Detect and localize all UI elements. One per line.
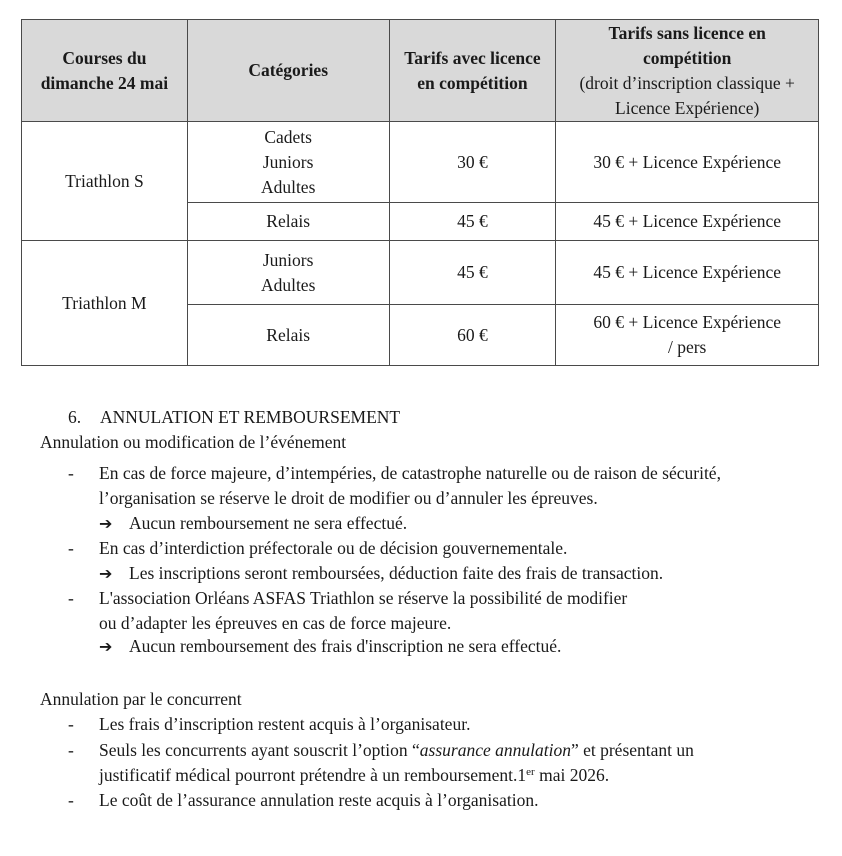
- dash-bullet: -: [68, 538, 74, 558]
- categories-cell: Relais: [187, 305, 389, 366]
- list-item: [68, 738, 819, 787]
- table-row: [22, 122, 819, 203]
- list-item-text: [99, 763, 819, 788]
- tarif-sans-cell: 45 € + Licence Expérience: [556, 241, 819, 305]
- list-item-text: l’organisation se réserve le droit de modifier ou d’annuler les épreuves.: [99, 487, 598, 508]
- header-categories-label: Catégories: [248, 60, 329, 80]
- header-tarif-sans-note: (droit d’inscription classique + Licence Expérience): [579, 72, 795, 118]
- tarif-avec-cell: 60 €: [389, 305, 556, 366]
- arrow-note: [99, 561, 663, 587]
- header-tarif-sans-licence: [556, 20, 819, 122]
- tarif-avec-cell: 30 €: [389, 122, 556, 203]
- list-item-text: Les frais d’inscription restent acquis à l’organisateur.: [99, 714, 471, 734]
- categories-cell: [187, 241, 389, 305]
- tarif-avec-cell: 45 €: [389, 241, 556, 305]
- list-item: [68, 586, 819, 635]
- tarif-sans-line: 60 € + Licence Expérience: [593, 312, 782, 332]
- header-tarif-sans-label: Tarifs sans licence en compétition: [608, 22, 766, 68]
- course-cell: Triathlon S: [22, 122, 188, 241]
- arrow-note-text: Aucun remboursement ne sera effectué.: [129, 513, 408, 533]
- dash-bullet: -: [68, 588, 74, 608]
- text-fragment: justificatif médical pourront prétendre à un remboursement.1: [99, 764, 527, 785]
- text-fragment: Seuls les concurrents ayant souscrit l’option “: [99, 740, 420, 760]
- dash-bullet: -: [68, 463, 74, 483]
- dash-bullet: -: [68, 740, 74, 760]
- subheading-event: Annulation ou modification de l’événement: [40, 432, 347, 452]
- list-item-text: En cas d’interdiction préfectorale ou de décision gouvernementale.: [99, 538, 568, 558]
- header-courses-label: Courses du dimanche 24 mai: [40, 47, 169, 93]
- italic-option-name: assurance annulation: [419, 740, 571, 760]
- tarif-sans-cell: 45 € + Licence Expérience: [556, 203, 819, 241]
- arrow-note: [99, 634, 561, 660]
- list-item: [68, 788, 819, 813]
- tarif-sans-cell: [556, 305, 819, 366]
- section-title-text: ANNULATION ET REMBOURSEMENT: [100, 407, 401, 427]
- category: Adultes: [260, 274, 316, 295]
- section-title: [68, 405, 400, 430]
- header-categories: [187, 20, 389, 122]
- table-row: [22, 241, 819, 305]
- text-fragment: ” et présentant un: [570, 740, 694, 760]
- categories-cell: Relais: [187, 203, 389, 241]
- list-item: [68, 536, 819, 561]
- dash-bullet: -: [68, 790, 74, 810]
- arrow-note-text: Les inscriptions seront remboursées, déduction faite des frais de transaction.: [129, 563, 664, 583]
- course-cell: Triathlon M: [22, 241, 188, 366]
- arrow-note-text: Aucun remboursement des frais d'inscription ne sera effectué.: [129, 636, 562, 656]
- categories-cell: [187, 122, 389, 203]
- list-item-text: L'association Orléans ASFAS Triathlon se réserve la possibilité de modifier: [99, 588, 628, 608]
- subheading-competitor: Annulation par le concurrent: [40, 689, 242, 709]
- category: Adultes: [260, 176, 316, 197]
- superscript: er: [526, 765, 535, 778]
- category: Juniors: [262, 249, 314, 270]
- header-courses: [22, 20, 188, 122]
- header-tarif-avec-label: Tarifs avec licence en compétition: [404, 47, 541, 93]
- tarif-avec-cell: 45 €: [389, 203, 556, 241]
- tarifs-table: [21, 19, 819, 366]
- arrow-right-icon: ➔: [99, 514, 113, 533]
- category: Juniors: [262, 151, 314, 172]
- arrow-right-icon: ➔: [99, 564, 113, 583]
- dash-bullet: -: [68, 714, 74, 734]
- list-item-text: En cas de force majeure, d’intempéries, de catastrophe naturelle ou de raison de sécurité,: [99, 463, 721, 483]
- list-item: [68, 712, 819, 737]
- text-fragment: mai 2026.: [534, 764, 610, 785]
- list-item-text: ou d’adapter les épreuves en cas de force majeure.: [99, 612, 452, 633]
- table-header-row: [22, 20, 819, 122]
- list-item-text: Le coût de l’assurance annulation reste acquis à l’organisation.: [99, 790, 539, 810]
- list-item-text: [99, 738, 819, 763]
- arrow-note: [99, 511, 407, 537]
- section-number: 6.: [68, 407, 82, 427]
- tarif-sans-line: / pers: [667, 337, 707, 357]
- list-item: [68, 461, 819, 510]
- category: Cadets: [264, 126, 312, 147]
- header-tarif-avec-licence: [389, 20, 556, 122]
- tarif-sans-cell: 30 € + Licence Expérience: [556, 122, 819, 203]
- arrow-right-icon: ➔: [99, 637, 113, 656]
